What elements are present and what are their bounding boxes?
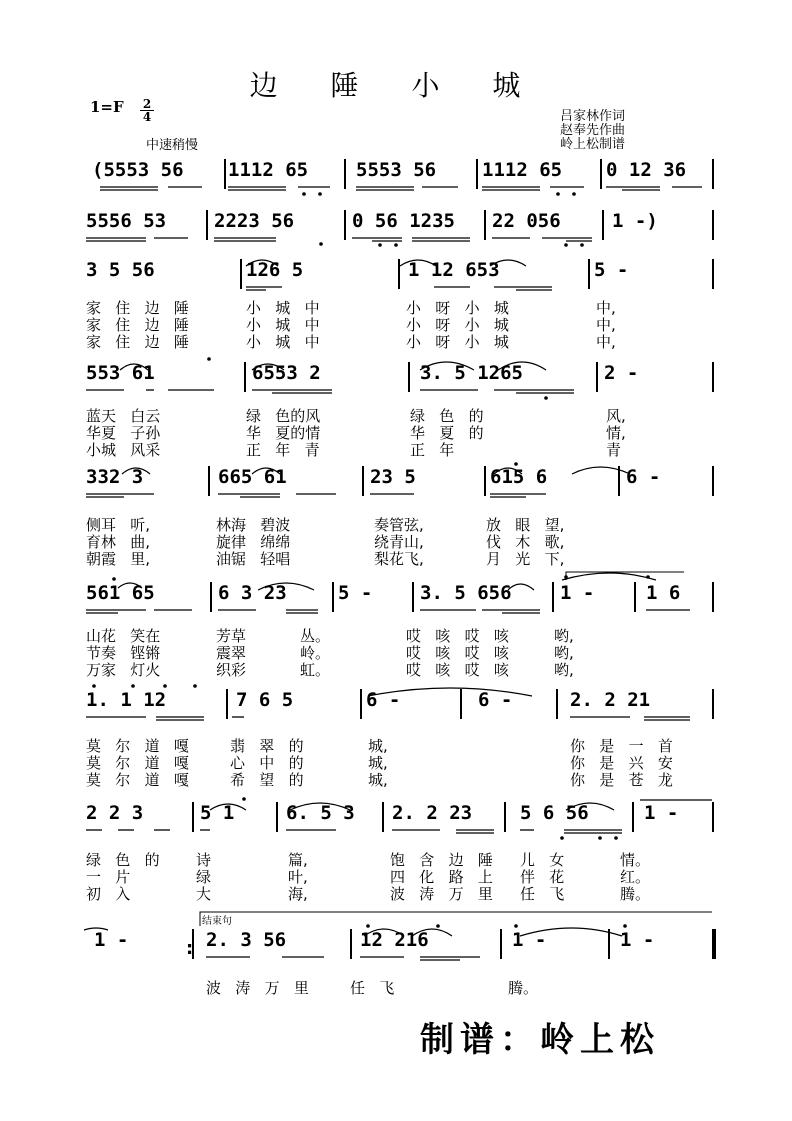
key-signature: 1=F <box>90 98 124 116</box>
lyric-segment: 育林 曲, <box>86 533 151 551</box>
measure-notes: 6. 5 3 <box>286 802 355 824</box>
lyric-segment: 伐 木 歌, <box>486 533 565 551</box>
lyric-segment: 城, <box>368 737 388 755</box>
lyric-segment: 侧耳 听, <box>86 516 151 534</box>
measure-notes: 1 - <box>560 582 595 604</box>
lyric-segment: 伴 花 <box>520 868 565 886</box>
measure-notes: 6 - <box>478 689 513 711</box>
lyric-segment: 织彩 <box>216 661 247 679</box>
lyric-segment: 虹。 <box>300 661 331 679</box>
lyric-segment: 哎 咳 哎 咳 <box>406 661 509 679</box>
measure-notes: 5553 56 <box>356 159 437 181</box>
lyric-segment: 丛。 <box>300 627 331 645</box>
lyric-segment: 小城 风采 <box>86 441 161 459</box>
transcriber-credit: 岭上松制谱 <box>560 137 626 152</box>
measure-notes: 665 61 <box>218 466 287 488</box>
lyric-segment: 哎 咳 哎 咳 <box>406 627 509 645</box>
repeat-sign: : <box>186 938 194 959</box>
measure-notes: 6553 2 <box>252 362 321 384</box>
lyric-segment: 正 年 <box>410 441 455 459</box>
measure-notes: 1112 65 <box>228 159 309 181</box>
lyric-segment: 华 夏 的 <box>410 424 484 442</box>
lyric-segment: 油锯 轻唱 <box>216 550 291 568</box>
lyric-segment: 篇, <box>288 851 308 869</box>
lyricist-credit: 吕家林作词 <box>560 109 626 124</box>
lyric-segment: 放 眼 望, <box>486 516 565 534</box>
measure-notes: 5 6 56 <box>520 802 589 824</box>
measure-notes: 0 56 1235 <box>352 210 455 232</box>
lyric-segment: 哟, <box>554 627 574 645</box>
lyric-segment: 小 城 中 <box>246 333 320 351</box>
lyric-segment: 哎 咳 哎 咳 <box>406 644 509 662</box>
time-signature-lower: 4 <box>142 110 152 124</box>
measure-notes: 6 3 23 <box>218 582 287 604</box>
lyric-segment: 绿 色 的 <box>410 407 484 425</box>
lyric-segment: 绿 色的风 <box>246 407 321 425</box>
lyric-segment: 饱 含 边 陲 <box>390 851 493 869</box>
measure-notes: 6 - <box>366 689 401 711</box>
lyric-segment: 任 飞 <box>520 885 565 903</box>
lyric-segment: 城, <box>368 771 388 789</box>
lyric-segment: 小 呀 小 城 <box>406 299 509 317</box>
lyric-segment: 家 住 边 陲 <box>86 316 189 334</box>
lyric-segment: 一 片 <box>86 868 131 886</box>
measure-notes: 553 61 <box>86 362 155 384</box>
measure-notes: 3 5 56 <box>86 259 155 281</box>
ending-label: 结束句 <box>202 916 232 927</box>
measure-notes: 2. 3 56 <box>206 929 287 951</box>
lyric-segment: 旋律 绵绵 <box>216 533 291 551</box>
composer-credit: 赵奉先作曲 <box>560 123 626 138</box>
lyric-segment: 波 涛 万 里 <box>390 885 493 903</box>
measure-notes: 5 - <box>594 259 629 281</box>
measure-notes: 23 5 <box>370 466 416 488</box>
lyric-segment: 哟, <box>554 661 574 679</box>
lyric-segment: 华夏 子孙 <box>86 424 161 442</box>
lyric-segment: 中, <box>596 299 616 317</box>
lyric-segment: 你 是 兴 安 <box>570 754 673 772</box>
lyric-segment: 家 住 边 陲 <box>86 333 189 351</box>
lyric-segment: 你 是 一 首 <box>570 737 673 755</box>
lyric-segment: 华 夏的情 <box>246 424 321 442</box>
lyric-segment: 莫 尔 道 嘎 <box>86 771 189 789</box>
measure-notes: (5553 56 <box>92 159 184 181</box>
time-signature-upper: 2 <box>140 98 154 111</box>
lyric-segment: 中, <box>596 316 616 334</box>
measure-notes: 5 1 <box>200 802 235 824</box>
lyric-segment: 四 化 路 上 <box>390 868 493 886</box>
measure-notes: 1 - <box>644 802 679 824</box>
measure-notes: 2 - <box>604 362 639 384</box>
lyric-segment: 哟, <box>554 644 574 662</box>
lyric-segment: 家 住 边 陲 <box>86 299 189 317</box>
lyric-segment: 小 城 中 <box>246 299 320 317</box>
measure-notes: 1 12 653 <box>408 259 500 281</box>
lyric-segment: 心 中 的 <box>230 754 304 772</box>
lyric-segment: 初 入 <box>86 885 131 903</box>
measure-notes: 1. 1 12 <box>86 689 167 711</box>
measure-notes: 1112 65 <box>482 159 563 181</box>
lyric-segment: 叶, <box>288 868 308 886</box>
lyric-segment: 正 年 青 <box>246 441 320 459</box>
lyric-segment: 芳草 <box>216 627 247 645</box>
lyric-segment: 任 飞 <box>350 979 395 997</box>
lyric-segment: 震翠 <box>216 644 247 662</box>
lyric-segment: 海, <box>288 885 308 903</box>
measure-notes: 3. 5 656 <box>420 582 512 604</box>
lyric-segment: 青 <box>606 441 622 459</box>
lyric-segment: 节奏 铿锵 <box>86 644 161 662</box>
lyric-segment: 诗 <box>196 851 212 869</box>
page-title: 边 陲 小 城 <box>249 69 543 102</box>
lyric-segment: 山花 笑在 <box>86 627 161 645</box>
measure-notes: 0 12 36 <box>606 159 687 181</box>
lyric-segment: 万家 灯火 <box>86 661 161 679</box>
measure-notes: 561 65 <box>86 582 155 604</box>
measure-notes: 2. 2 23 <box>392 802 473 824</box>
lyric-segment: 风, <box>606 407 626 425</box>
lyric-segment: 林海 碧波 <box>216 516 291 534</box>
measure-notes: 2. 2 21 <box>570 689 651 711</box>
lyric-segment: 小 城 中 <box>246 316 320 334</box>
lyric-segment: 绕青山, <box>374 533 424 551</box>
lyric-segment: 你 是 苍 龙 <box>570 771 673 789</box>
lyric-segment: 莫 尔 道 嘎 <box>86 754 189 772</box>
measure-notes: 332 3 <box>86 466 144 488</box>
lyric-segment: 希 望 的 <box>230 771 304 789</box>
lyric-segment: 城, <box>368 754 388 772</box>
transcriber-signature: 制谱：岭上松 <box>420 1020 660 1060</box>
lyric-segment: 腾。 <box>508 979 539 997</box>
lyric-segment: 翡 翠 的 <box>230 737 304 755</box>
measure-notes: 3. 5 1265 <box>420 362 523 384</box>
lyric-segment: 腾。 <box>620 885 651 903</box>
measure-notes: 1 - <box>94 929 129 951</box>
measure-notes: 1 - <box>512 929 547 951</box>
measure-notes: 22 056 <box>492 210 561 232</box>
lyric-segment: 大 <box>196 885 212 903</box>
lyric-segment: 情, <box>606 424 626 442</box>
lyric-segment: 蓝天 白云 <box>86 407 161 425</box>
lyric-segment: 儿 女 <box>520 851 565 869</box>
lyric-segment: 绿 <box>196 868 212 886</box>
tempo-marking: 中速稍慢 <box>146 138 199 153</box>
measure-notes: 126 5 <box>246 259 304 281</box>
lyric-segment: 小 呀 小 城 <box>406 333 509 351</box>
lyric-segment: 朝霞 里, <box>86 550 151 568</box>
lyric-segment: 波 涛 万 里 <box>206 979 309 997</box>
lyric-segment: 中, <box>596 333 616 351</box>
lyric-segment: 莫 尔 道 嘎 <box>86 737 189 755</box>
measure-notes: 615 6 <box>490 466 548 488</box>
measure-notes: 1 -) <box>612 210 658 232</box>
lyric-segment: 梨花飞, <box>374 550 424 568</box>
measure-notes: 1 - <box>620 929 655 951</box>
lyric-segment: 岭。 <box>300 644 331 662</box>
lyric-segment: 月 光 下, <box>486 550 565 568</box>
lyric-segment: 绿 色 的 <box>86 851 160 869</box>
measure-notes: 5 - <box>338 582 373 604</box>
measure-notes: 2 2 3 <box>86 802 144 824</box>
measure-notes: 12 216 <box>360 929 429 951</box>
measure-notes: 1 6 <box>646 582 681 604</box>
lyric-segment: 小 呀 小 城 <box>406 316 509 334</box>
measure-notes: 2223 56 <box>214 210 295 232</box>
measure-notes: 5556 53 <box>86 210 167 232</box>
measure-notes: 7 6 5 <box>236 689 294 711</box>
lyric-segment: 红。 <box>620 868 651 886</box>
lyric-segment: 奏管弦, <box>374 516 424 534</box>
lyric-segment: 情。 <box>620 851 651 869</box>
measure-notes: 6 - <box>626 466 661 488</box>
